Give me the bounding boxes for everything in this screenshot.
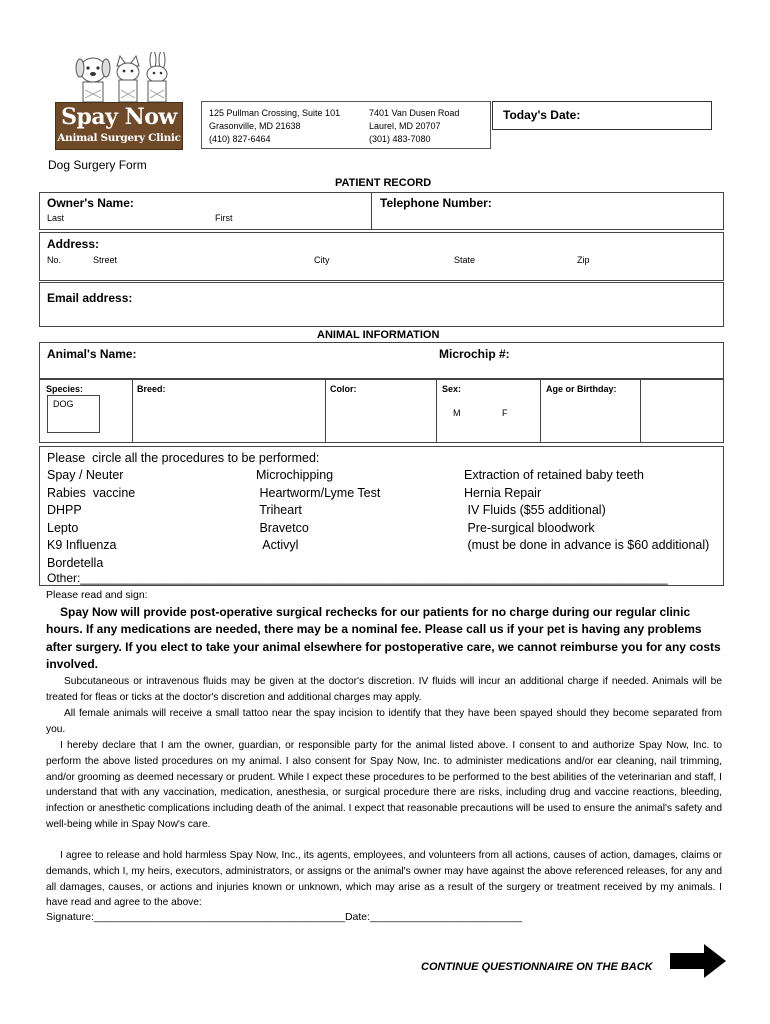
animal-details-row <box>39 379 724 443</box>
procedures-box <box>39 446 724 586</box>
procedure-activyl[interactable]: Activyl <box>256 538 299 552</box>
procedure-rabies-vaccine[interactable]: Rabies vaccine <box>47 485 136 500</box>
last-name-label: Last <box>47 213 65 223</box>
form-title: Dog Surgery Form <box>48 158 147 172</box>
clinic-logo <box>55 52 183 150</box>
address-field[interactable] <box>39 232 724 281</box>
procedure-heartworm-lyme-test[interactable]: Heartworm/Lyme Test <box>256 485 381 500</box>
other-procedure-field[interactable]: Other:________________________________________________________________________________________ <box>47 571 668 585</box>
animal-name-field[interactable] <box>39 342 724 379</box>
divider <box>325 380 326 442</box>
arrow-right-icon <box>670 944 728 978</box>
clinic-address-laurel: 7401 Van Dusen Road Laurel, MD 20707 (301) 483-7080 <box>369 108 460 144</box>
clinic-addresses <box>201 101 491 149</box>
email-field[interactable] <box>39 282 724 327</box>
email-label: Email address: <box>47 291 133 305</box>
procedure-spay-neuter[interactable]: Spay / Neuter <box>47 468 124 482</box>
animal-info-heading: ANIMAL INFORMATION <box>317 329 440 341</box>
consent-authorization-paragraph: I hereby declare that I am the owner, guardian, or responsible party for the animal listed above. I consent to and authorize Spay Now, Inc. to perform the above listed procedures on my animal. I also consent for Spay Now, Inc. to administer medications and/or ear cleaning, nail trimming, and/or grooming as deemed necessary or prudent. While I expect these procedures to be performed to the best abilities of the veterinarian and staff, I understand that with any vaccination, medication, anesthesia, or surgical procedure there are risks, including drug and vaccine reactions, bleeding, infection or anesthetic complications including death of the animal. I expect that reasonable precautions will be used to ensure the animal's safety and well-being while in Spay Now's care. <box>46 740 722 830</box>
procedure-bravetco[interactable]: Bravetco <box>256 520 309 535</box>
clinic-address-grasonville: 125 Pullman Crossing, Suite 101 Grasonville, MD 21638 (410) 827-6464 <box>209 108 341 144</box>
signature-date-line[interactable]: Signature:___________________________________________Date:__________________________ <box>46 911 522 923</box>
species-box <box>47 395 100 433</box>
species-label: Species: <box>46 384 84 394</box>
logo-title: Spay Now <box>61 104 177 130</box>
procedure-microchipping[interactable]: Microchipping <box>256 468 334 482</box>
sex-label: Sex: <box>442 384 462 394</box>
todays-date-label: Today's Date: <box>503 108 581 122</box>
continue-on-back-text: CONTINUE QUESTIONNAIRE ON THE BACK <box>421 961 653 973</box>
procedure-hernia-repair[interactable]: Hernia Repair <box>464 485 542 500</box>
divider <box>132 380 133 442</box>
animal-name-label: Animal's Name: <box>47 347 137 361</box>
procedure-lepto[interactable]: Lepto <box>47 520 79 535</box>
address-zip-label: Zip <box>577 255 590 265</box>
procedures-column-2 <box>256 467 380 555</box>
age-birthday-label[interactable]: Age or Birthday: <box>546 384 617 394</box>
sex-option-female[interactable]: F <box>502 408 508 418</box>
procedure-bloodwork-note: (must be done in advance is $60 additional) <box>464 538 710 552</box>
address-street-label: Street <box>93 255 118 265</box>
procedures-intro: Please circle all the procedures to be performed: <box>47 451 320 465</box>
telephone-field[interactable] <box>371 192 724 230</box>
consent-release-paragraph: I agree to release and hold harmless Spay Now, Inc., its agents, employees, and volunteers from all actions, causes of action, damages, claims or demands, which I, my heirs, executors, administrators, or assigns or the animal's owner may have against the above referenced releases, for any and all damages, causes, or actions and injuries known or unknown, which may arise as a result of the surgery or treatment received by my animals. I have read and agree to the above: <box>46 850 722 909</box>
procedures-column-1 <box>47 467 135 572</box>
address-state-label: State <box>454 255 476 265</box>
procedure-triheart[interactable]: Triheart <box>256 503 302 517</box>
owner-name-field[interactable] <box>39 192 372 230</box>
species-value: DOG <box>53 399 74 409</box>
procedure-extraction-baby-teeth[interactable]: Extraction of retained baby teeth <box>464 468 644 482</box>
color-label[interactable]: Color: <box>330 384 357 394</box>
procedure-iv-fluids[interactable]: IV Fluids ($55 additional) <box>464 503 606 517</box>
procedure-presurgical-bloodwork[interactable]: Pre-surgical bloodwork <box>464 520 595 535</box>
address-no-label: No. <box>47 255 62 265</box>
pets-illustration <box>65 52 173 104</box>
todays-date-field[interactable] <box>492 101 712 130</box>
procedures-column-3 <box>464 467 709 555</box>
owner-name-label: Owner's Name: <box>47 196 134 210</box>
address-label: Address: <box>47 237 100 251</box>
procedure-bordetella[interactable]: Bordetella <box>47 555 104 570</box>
read-and-sign-label: Please read and sign: <box>46 589 148 601</box>
consent-tattoo-paragraph: All female animals will receive a small tattoo near the spay incision to identify that they have been spayed should they become separated from you. <box>46 708 722 735</box>
divider <box>436 380 437 442</box>
logo-subtitle: Animal Surgery Clinic <box>57 132 181 144</box>
telephone-label: Telephone Number: <box>380 196 492 210</box>
microchip-label: Microchip #: <box>439 347 510 361</box>
divider <box>640 380 641 442</box>
patient-record-heading: PATIENT RECORD <box>335 177 432 189</box>
divider <box>540 380 541 442</box>
breed-label[interactable]: Breed: <box>137 384 166 394</box>
first-name-label: First <box>215 213 233 223</box>
sex-option-male[interactable]: M <box>453 408 461 418</box>
procedure-k9-influenza[interactable]: K9 Influenza <box>47 538 117 552</box>
procedure-dhpp[interactable]: DHPP <box>47 503 82 517</box>
logo-banner <box>55 102 183 150</box>
address-city-label: City <box>314 255 330 265</box>
consent-fluids-paragraph: Subcutaneous or intravenous fluids may be given at the doctor's discretion. IV fluids will incur an additional charge if needed. Animals will be treated for fleas or ticks at the doctor's discretion and additional charges may apply. <box>46 676 722 703</box>
postop-policy-text: Spay Now will provide post-operative surgical rechecks for our patients for no charge during our regular clinic hours. If any medications are needed, there may be a nominal fee. Please call us if your pet is having any problems after surgery. If you elect to take your animal elsewhere for postoperative care, we cannot reimburse you for any costs involved. <box>46 605 721 671</box>
